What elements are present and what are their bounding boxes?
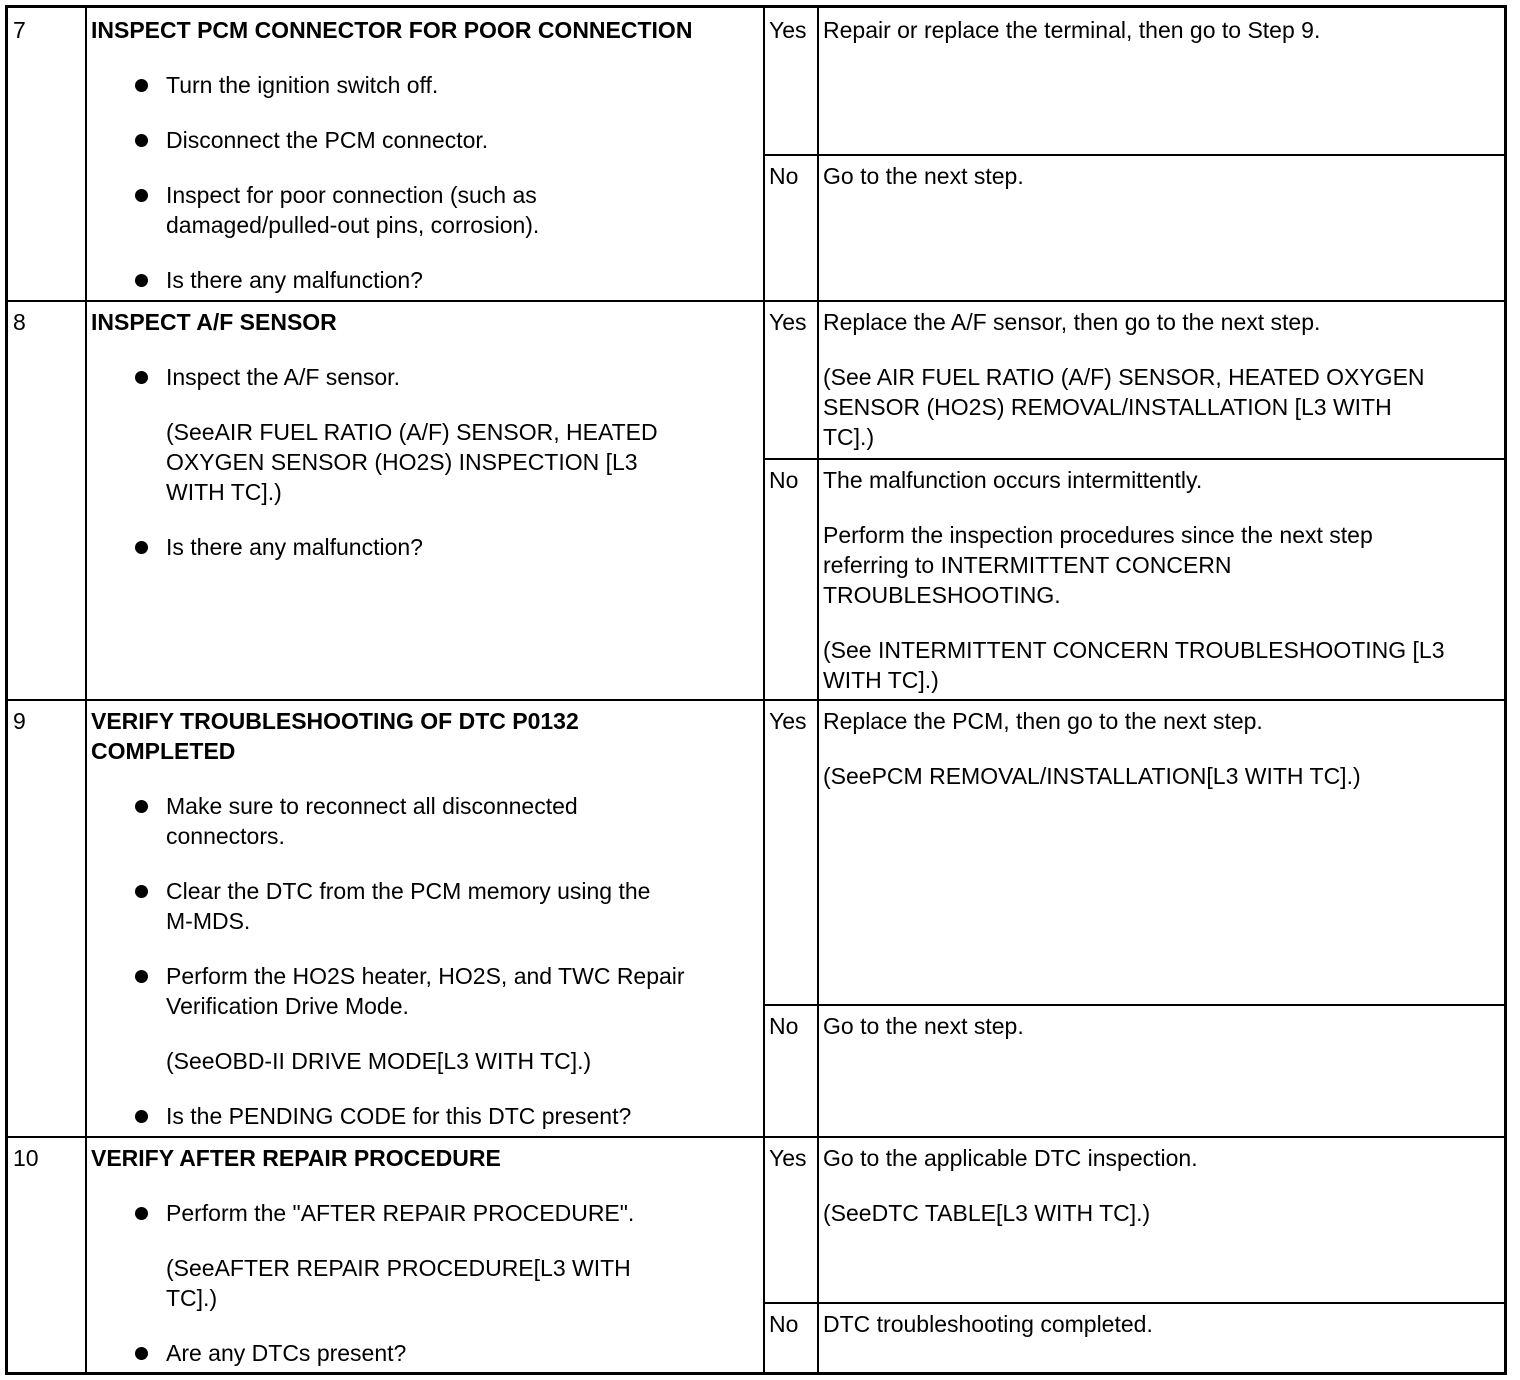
- step-title: INSPECT PCM CONNECTOR FOR POOR CONNECTION: [91, 17, 693, 43]
- check-item-text: Disconnect the PCM connector.: [166, 127, 489, 153]
- step-number: 7: [13, 17, 26, 43]
- bullet-icon: [135, 1347, 148, 1360]
- step-title: VERIFY TROUBLESHOOTING OF DTC P0132: [91, 708, 579, 734]
- bullet-icon: [135, 970, 148, 983]
- row-divider: [8, 1136, 1504, 1138]
- step-number: 10: [13, 1145, 39, 1171]
- bullet-icon: [135, 885, 148, 898]
- yes-action-text: (SeeDTC TABLE[L3 WITH TC].): [823, 1200, 1151, 1226]
- check-item-text: Are any DTCs present?: [166, 1340, 407, 1366]
- check-item-text: Is the PENDING CODE for this DTC present?: [166, 1103, 632, 1129]
- column-divider: [85, 8, 87, 1372]
- row-divider: [8, 699, 1504, 701]
- step-title: COMPLETED: [91, 738, 236, 764]
- reference-text: (SeeOBD-II DRIVE MODE[L3 WITH TC].): [166, 1048, 592, 1074]
- yes-action-text: Repair or replace the terminal, then go to Step 9.: [823, 17, 1321, 43]
- no-label: No: [769, 163, 799, 189]
- no-action-text: TROUBLESHOOTING.: [823, 582, 1061, 608]
- no-action-text: The malfunction occurs intermittently.: [823, 467, 1203, 493]
- yes-action-text: (See AIR FUEL RATIO (A/F) SENSOR, HEATED OXYGEN: [823, 364, 1425, 390]
- yes-label: Yes: [769, 309, 807, 335]
- row-divider: [8, 300, 1504, 302]
- column-divider: [817, 8, 819, 1372]
- no-action-text: Perform the inspection procedures since the next step: [823, 522, 1373, 548]
- check-item-text: Clear the DTC from the PCM memory using the: [166, 878, 651, 904]
- check-item-text: Perform the "AFTER REPAIR PROCEDURE".: [166, 1200, 635, 1226]
- yes-no-divider: [763, 154, 1504, 156]
- troubleshooting-table: [5, 5, 1507, 1375]
- yes-label: Yes: [769, 708, 807, 734]
- yes-no-divider: [763, 1302, 1504, 1304]
- check-item-text: Perform the HO2S heater, HO2S, and TWC Repair: [166, 963, 685, 989]
- yes-action-text: TC].): [823, 424, 875, 450]
- step-title: INSPECT A/F SENSOR: [91, 309, 337, 335]
- reference-text: WITH TC].): [166, 479, 282, 505]
- reference-text: OXYGEN SENSOR (HO2S) INSPECTION [L3: [166, 449, 638, 475]
- check-item-text: Is there any malfunction?: [166, 534, 423, 560]
- yes-action-text: (SeePCM REMOVAL/INSTALLATION[L3 WITH TC].): [823, 763, 1361, 789]
- yes-no-divider: [763, 1004, 1504, 1006]
- check-item-text: Verification Drive Mode.: [166, 993, 409, 1019]
- yes-action-text: Go to the applicable DTC inspection.: [823, 1145, 1198, 1171]
- bullet-icon: [135, 1207, 148, 1220]
- yes-label: Yes: [769, 1145, 807, 1171]
- check-item-text: Make sure to reconnect all disconnected: [166, 793, 578, 819]
- reference-text: (SeeAFTER REPAIR PROCEDURE[L3 WITH: [166, 1255, 631, 1281]
- check-item-text: Is there any malfunction?: [166, 267, 423, 293]
- no-action-text: (See INTERMITTENT CONCERN TROUBLESHOOTING [L3: [823, 637, 1445, 663]
- bullet-icon: [135, 79, 148, 92]
- yes-action-text: Replace the PCM, then go to the next step.: [823, 708, 1263, 734]
- bullet-icon: [135, 134, 148, 147]
- bullet-icon: [135, 1110, 148, 1123]
- step-title: VERIFY AFTER REPAIR PROCEDURE: [91, 1145, 501, 1171]
- check-item-text: connectors.: [166, 823, 285, 849]
- yes-action-text: SENSOR (HO2S) REMOVAL/INSTALLATION [L3 WITH: [823, 394, 1392, 420]
- bullet-icon: [135, 541, 148, 554]
- check-item-text: Inspect for poor connection (such as: [166, 182, 537, 208]
- yes-no-divider: [763, 458, 1504, 460]
- no-action-text: referring to INTERMITTENT CONCERN: [823, 552, 1232, 578]
- no-label: No: [769, 1311, 799, 1337]
- step-number: 8: [13, 309, 26, 335]
- yes-action-text: Replace the A/F sensor, then go to the next step.: [823, 309, 1321, 335]
- check-item-text: damaged/pulled-out pins, corrosion).: [166, 212, 540, 238]
- yes-label: Yes: [769, 17, 807, 43]
- check-item-text: M-MDS.: [166, 908, 251, 934]
- bullet-icon: [135, 189, 148, 202]
- step-number: 9: [13, 708, 26, 734]
- bullet-icon: [135, 800, 148, 813]
- no-action-text: Go to the next step.: [823, 1013, 1024, 1039]
- no-action-text: WITH TC].): [823, 667, 939, 693]
- reference-text: (SeeAIR FUEL RATIO (A/F) SENSOR, HEATED: [166, 419, 658, 445]
- bullet-icon: [135, 274, 148, 287]
- no-action-text: DTC troubleshooting completed.: [823, 1311, 1153, 1337]
- no-action-text: Go to the next step.: [823, 163, 1024, 189]
- reference-text: TC].): [166, 1285, 218, 1311]
- column-divider: [763, 8, 765, 1372]
- check-item-text: Inspect the A/F sensor.: [166, 364, 400, 390]
- no-label: No: [769, 467, 799, 493]
- bullet-icon: [135, 371, 148, 384]
- no-label: No: [769, 1013, 799, 1039]
- check-item-text: Turn the ignition switch off.: [166, 72, 439, 98]
